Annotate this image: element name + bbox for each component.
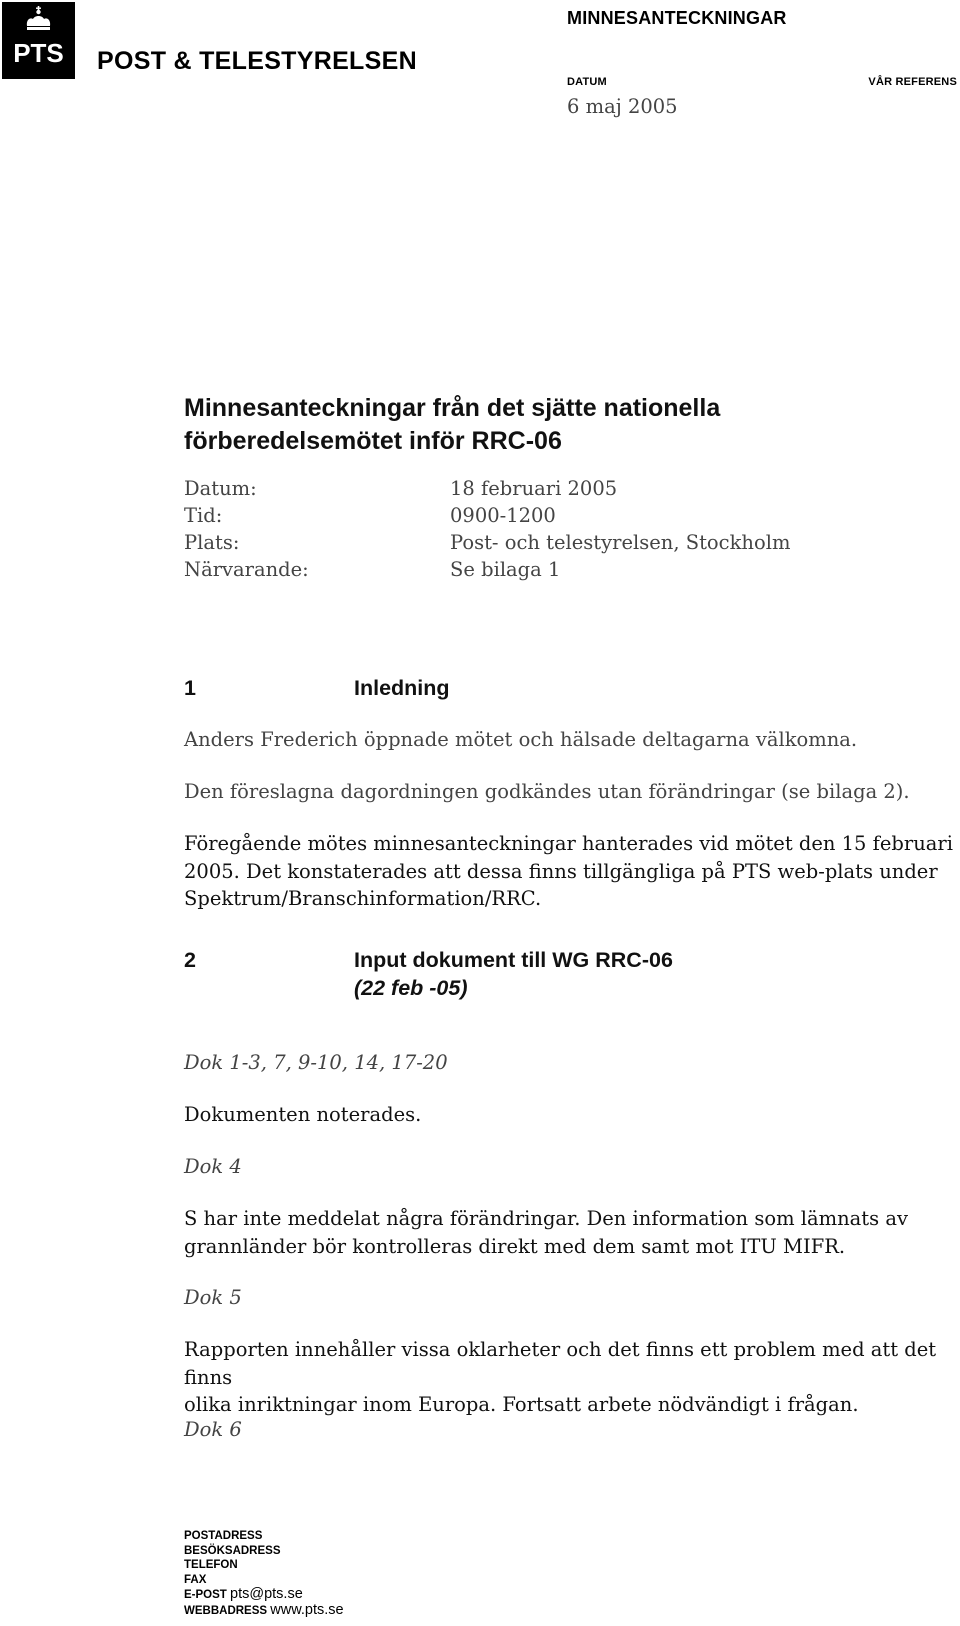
section-number: 1 (184, 676, 196, 700)
footer-contact (184, 1529, 344, 1618)
section-title: Inledning (354, 676, 450, 700)
besoksadress-label: BESÖKSADRESS (184, 1544, 281, 1557)
postadress-label: POSTADRESS (184, 1530, 263, 1542)
section-number: 2 (184, 948, 196, 972)
epost-label: E-POST (184, 1589, 227, 1601)
paragraph-line: 2005. Det konstaterades att dessa finns tillgängliga på PTS web-plats under (184, 859, 938, 883)
webb-row (184, 1603, 344, 1619)
section-subtitle: (22 feb -05) (354, 976, 468, 1000)
dok-1-text: Dokumenten noterades. (184, 1103, 422, 1126)
meta-key: Datum: (184, 477, 257, 500)
meeting-meta (184, 475, 884, 583)
meta-row (184, 502, 884, 529)
paragraph-line: Spektrum/Branschinformation/RRC. (184, 887, 542, 910)
meta-key: Närvarande: (184, 558, 309, 581)
paragraph-line: grannländer bör kontrolleras direkt med dem samt mot ITU MIFR. (184, 1234, 846, 1258)
section-title: Input dokument till WG RRC-06 (354, 948, 673, 972)
meta-value: 0900-1200 (450, 504, 556, 527)
dok-heading-6: Dok 6 (184, 1418, 242, 1441)
title-line-1: Minnesanteckningar från det sjätte nationella (184, 394, 721, 422)
dok-heading-5: Dok 5 (184, 1286, 242, 1309)
page-title (184, 392, 720, 458)
document-type: MINNESANTECKNINGAR (567, 8, 787, 28)
dok-5-text (184, 1336, 954, 1419)
meta-value: 18 februari 2005 (450, 477, 618, 500)
section-1-paragraph-1: Anders Frederich öppnade mötet och hälsade deltagarna välkomna. (184, 728, 858, 751)
paragraph-line: olika inriktningar inom Europa. Fortsatt arbete nödvändigt i frågan. (184, 1393, 859, 1416)
dok-heading-4: Dok 4 (184, 1155, 242, 1178)
meta-value: Se bilaga 1 (450, 558, 561, 581)
dok-4-text (184, 1205, 954, 1260)
epost-link[interactable]: pts@pts.se (230, 1586, 303, 1602)
section-1-paragraph-2: Den föreslagna dagordningen godkändes utan förändringar (se bilaga 2). (184, 780, 910, 803)
meta-row (184, 529, 884, 556)
meta-key: Plats: (184, 531, 240, 554)
webb-label: WEBBADRESS (184, 1604, 268, 1617)
pts-logo (2, 2, 75, 79)
logo-lettering: PTS (13, 38, 64, 68)
datum-value: 6 maj 2005 (567, 95, 678, 118)
fax-label: FAX (184, 1573, 207, 1586)
paragraph-line: Rapporten innehåller vissa oklarheter och det finns ett problem med att det finns (184, 1338, 937, 1389)
dok-heading-1: Dok 1-3, 7, 9-10, 14, 17-20 (184, 1051, 448, 1074)
webb-link[interactable]: www.pts.se (270, 1601, 344, 1618)
reference-label: VÅR REFERENS (868, 76, 957, 88)
meta-row (184, 556, 884, 583)
paragraph-line: S har inte meddelat några förändringar. Den information som lämnats av (184, 1207, 908, 1230)
epost-row (184, 1587, 344, 1603)
section-1-paragraph-3 (184, 830, 954, 913)
meta-key: Tid: (184, 504, 223, 527)
telefon-label: TELEFON (184, 1559, 238, 1571)
meta-row (184, 475, 884, 502)
brand-name: POST & TELESTYRELSEN (97, 47, 417, 75)
datum-label: DATUM (567, 76, 607, 88)
title-line-2: förberedelsemötet inför RRC-06 (184, 427, 562, 455)
meta-value: Post- och telestyrelsen, Stockholm (450, 531, 791, 554)
paragraph-line: Föregående mötes minnesanteckningar hanterades vid mötet den 15 februari (184, 832, 953, 855)
